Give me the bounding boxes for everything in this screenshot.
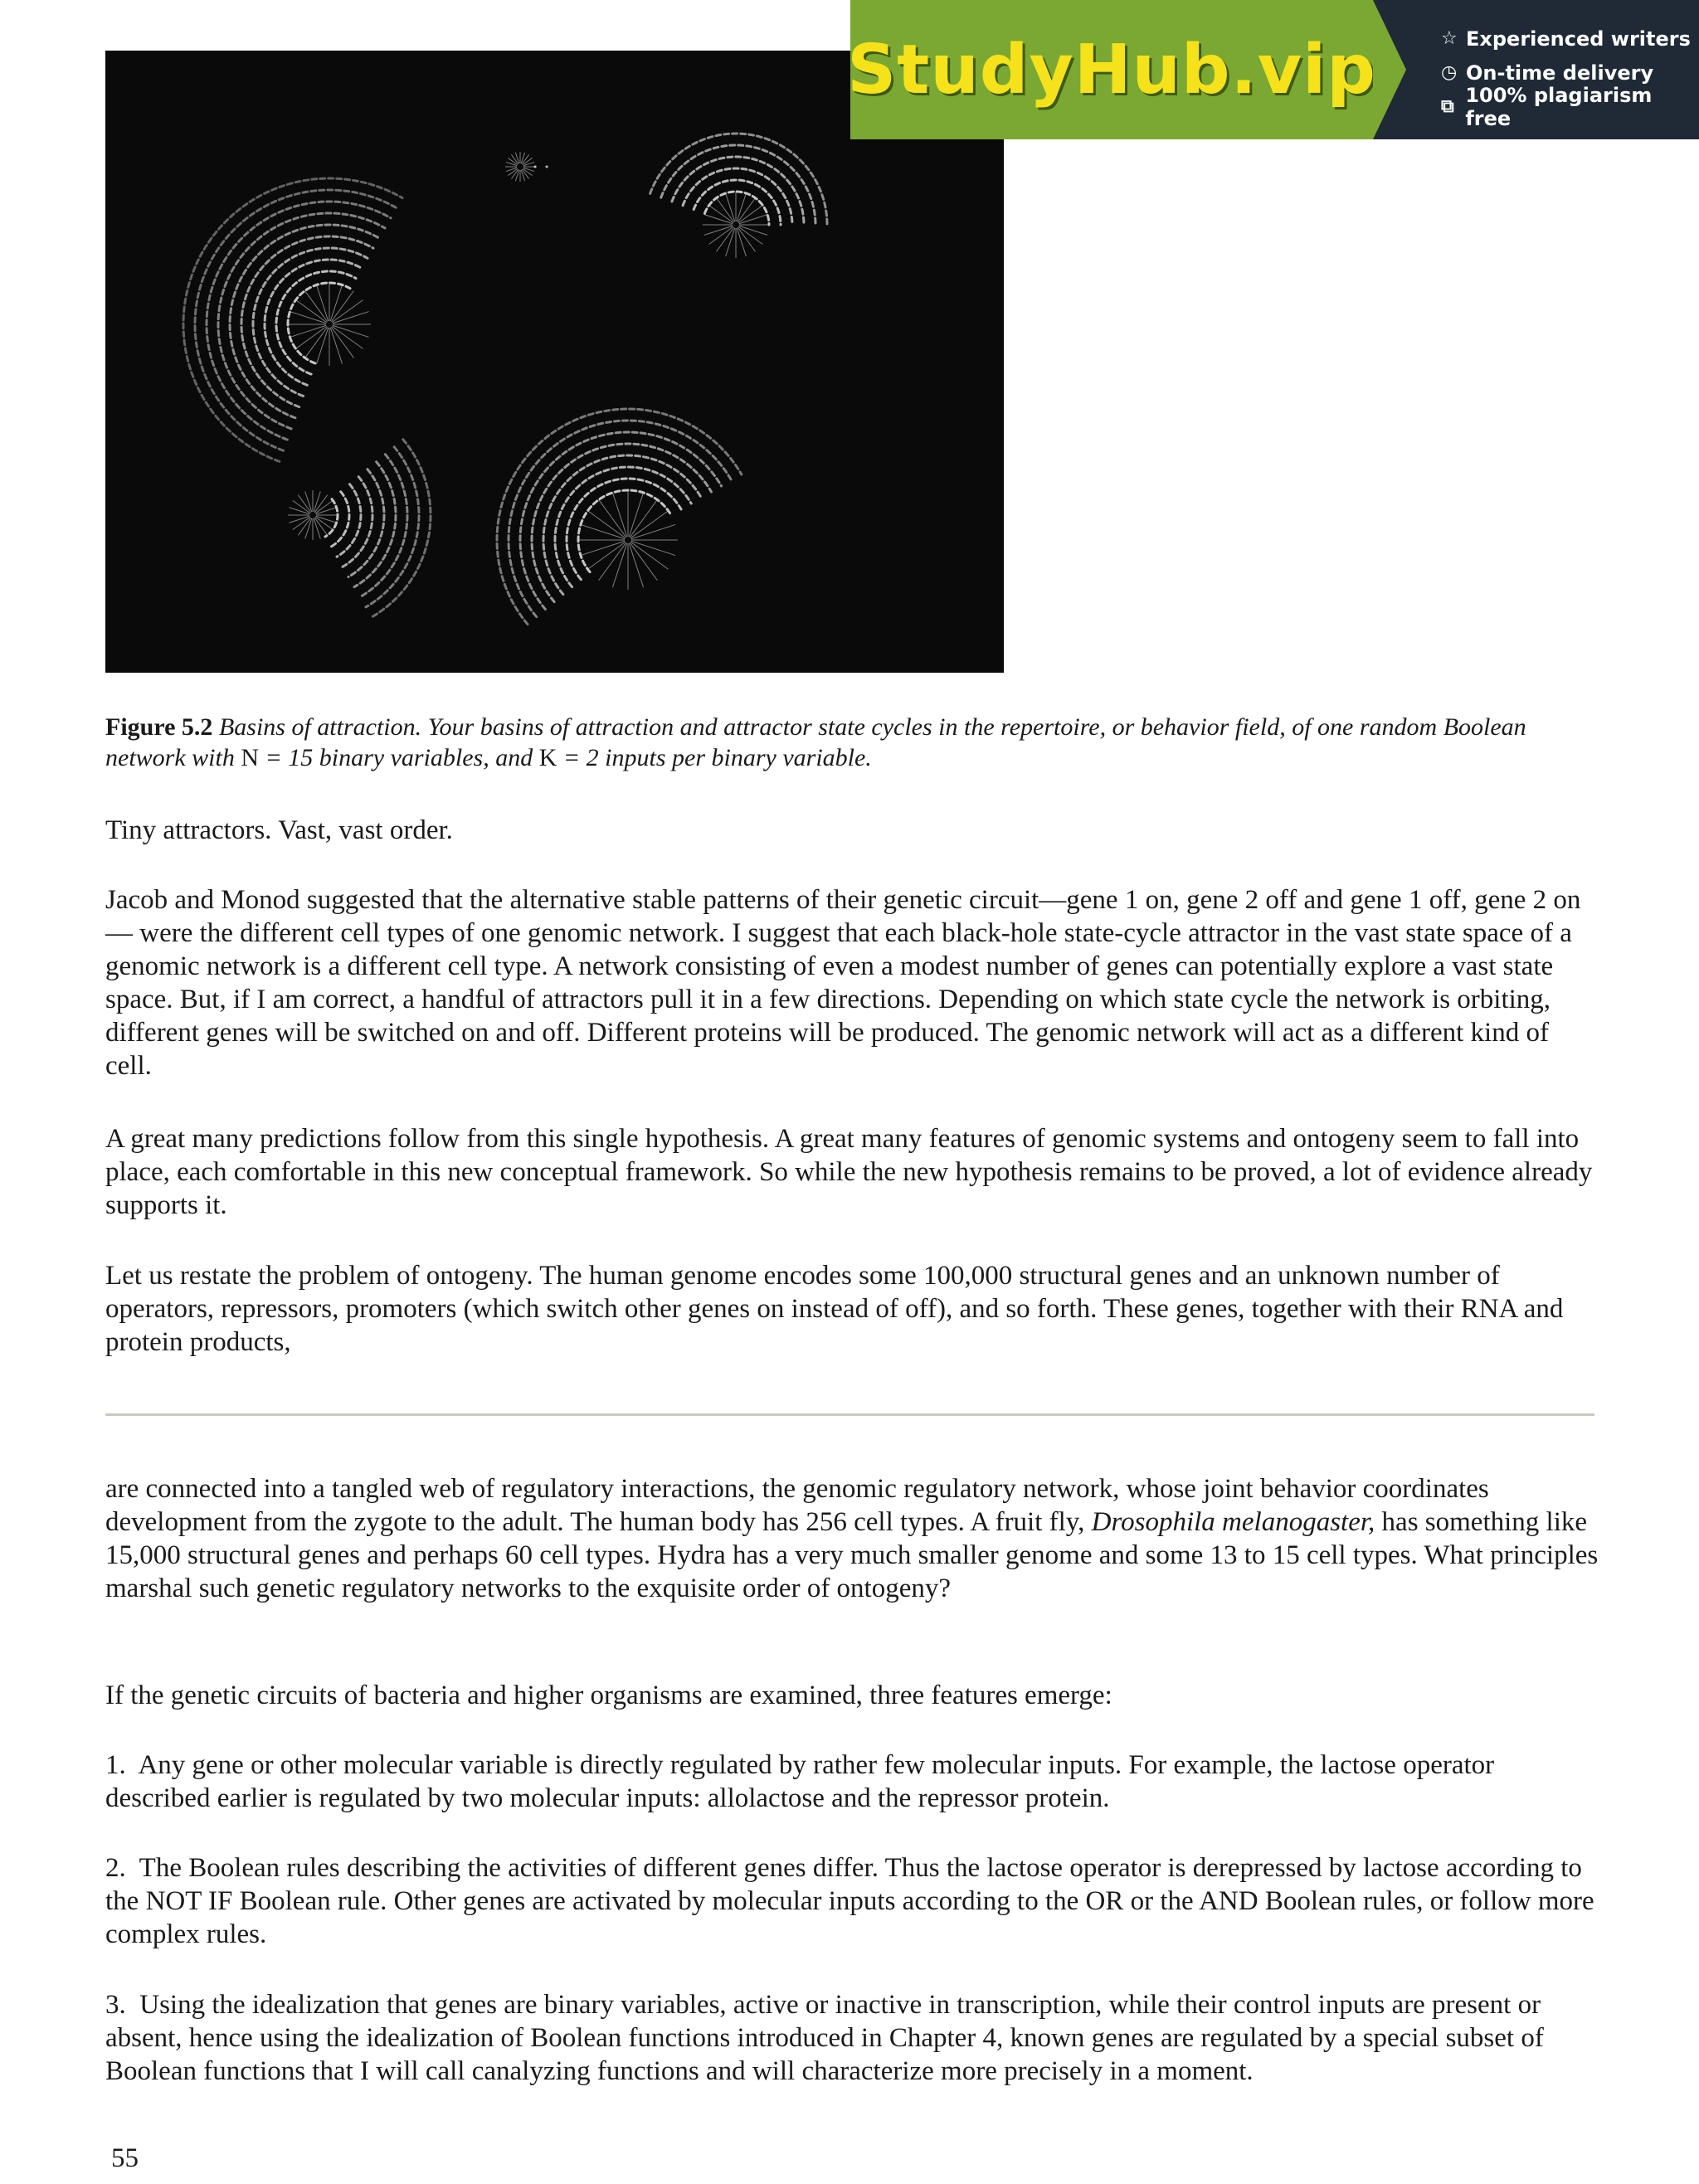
paragraph-2: Jacob and Monod suggested that the alternative stable patterns of their genetic circuit—gene 1 on, gene 2 off and gene 1 off, gene 2 on— were the different cell types of one genomic network. I suggest that each black-hole state-cycle attractor in the vast state space of a genomic network is a different cell type. A network consisting of even a modest number of genes can potentially explore a vast state space. But, if I am correct, a handful of attractors pull it in a few directions. Depending on which state cycle the network is orbiting, different genes will be switched on and off. Different proteins will be produced. The genomic network will act as a different kind of cell. — [105, 885, 1581, 1081]
figure-label: Figure 5.2 — [105, 713, 213, 741]
list-text: The Boolean rules describing the activities of different genes differ. Thus the lactose operator is derepressed by lactose according to the NOT IF Boolean rule. Other genes are activated by molecular inputs according to the OR or the AND Boolean rules, or follow more complex rules. — [105, 1853, 1594, 1949]
list-item-2 — [105, 1851, 1599, 1951]
paragraph-4: Let us restate the problem of ontogeny. The human genome encodes some 100,000 structural genes and an unknown number of operators, repressors, promoters (which switch other genes on instead of off), and so forth. These genes, together with their RNA and protein products, — [105, 1261, 1564, 1357]
feature-label: On-time delivery — [1466, 61, 1654, 85]
list-item-1 — [105, 1749, 1599, 1815]
list-number: 2. — [105, 1853, 126, 1883]
feature-plagiarism-free — [1441, 83, 1699, 130]
paragraph-1: Tiny attractors. Vast, vast order. — [105, 815, 453, 845]
caption-text-b: = 15 binary variables, and — [259, 744, 539, 771]
figure-graphic — [105, 51, 1004, 673]
banner-brand-area[interactable] — [847, 0, 1376, 139]
paragraph-5-text-b: has something like 15,000 structural genes and perhaps 60 cell types. Hydra has a very much smaller genome and some 13 to 15 cell types. What principles marshal such genetic regulatory networks to the exquisite order of ontogeny? — [105, 1507, 1599, 1603]
clock-icon: ◷ — [1441, 62, 1458, 83]
banner-features — [1373, 0, 1699, 139]
list-number: 1. — [105, 1750, 126, 1780]
feature-label: Experienced writers — [1466, 27, 1691, 51]
paragraph-5-text-a: are connected into a tangled web of regulatory interactions, the genomic regulatory network, whose joint behavior coordinates development from the zygote to the adult. The human body has 256 cell types. A fruit fly, — [105, 1474, 1489, 1537]
page-number: 55 — [111, 2143, 139, 2173]
paragraph-5 — [105, 1472, 1599, 1605]
figure-caption — [105, 712, 1594, 773]
paragraph-6: If the genetic circuits of bacteria and higher organisms are examined, three features emerge: — [105, 1681, 1112, 1710]
caption-n: N — [241, 744, 260, 771]
caption-k: K — [538, 744, 557, 771]
star-icon: ☆ — [1441, 28, 1458, 49]
list-text: Any gene or other molecular variable is directly regulated by rather few molecular inputs. For example, the lactose operator described earlier is regulated by two molecular inputs: allolactose and the repressor protein. — [105, 1750, 1495, 1813]
list-text: Using the idealization that genes are binary variables, active or inactive in transcription, while their control inputs are present or absent, hence using the idealization of Boolean functions introduced in Chapter 4, known genes are regulated by a special subset of Boolean functions that I will call canalyzing functions and will characterize more precisely in a moment. — [105, 1990, 1544, 2086]
basins-of-attraction-figure — [105, 51, 1004, 673]
caption-text-c: = 2 inputs per binary variable. — [557, 744, 872, 771]
caption-text-a: Basins of attraction. Your basins of attraction and attractor state cycles in the repertoire, or behavior field, of one random Boolean network with — [105, 713, 1526, 771]
brand-logo-text[interactable]: StudyHub.vip — [847, 30, 1376, 109]
feature-experienced-writers — [1441, 22, 1699, 56]
list-item-3 — [105, 1988, 1599, 2088]
paragraph-3: A great many predictions follow from this single hypothesis. A great many features of genomic systems and ontogeny seem to fall into place, each comfortable in this new conceptual framework. So while the new hypothesis remains to be proved, a lot of evidence already supports it. — [105, 1124, 1593, 1220]
list-number: 3. — [105, 1990, 126, 2020]
page-divider — [105, 1413, 1594, 1416]
species-name: Drosophila melanogaster, — [1091, 1507, 1375, 1537]
copy-check-icon: ⧉ — [1441, 96, 1454, 117]
studyhub-banner[interactable] — [847, 0, 1699, 139]
feature-label: 100% plagiarism free — [1465, 83, 1653, 130]
